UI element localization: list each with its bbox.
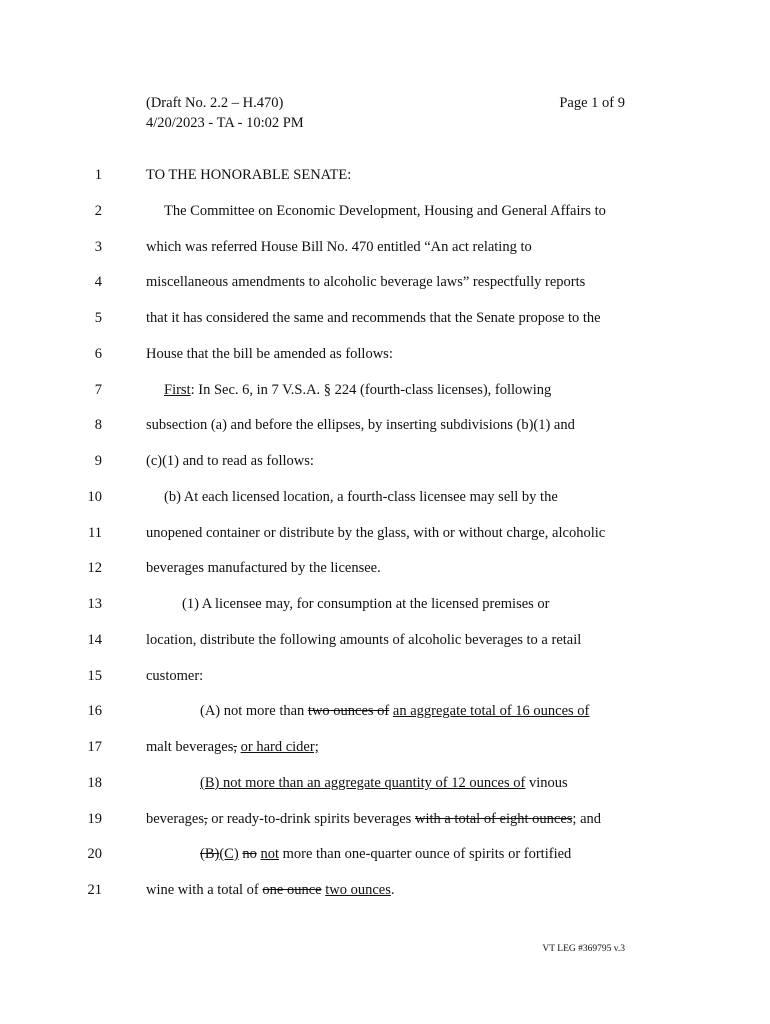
text-segment: subsection (a) and before the ellipses, by inserting subdivisions (b)(1) and (146, 417, 575, 433)
line-number: 16 (87, 703, 102, 719)
line-number: 20 (87, 846, 102, 862)
document-line (0, 592, 770, 616)
line-text (200, 771, 568, 795)
text-segment: unopened container or distribute by the glass, with or without charge, alcoholic (146, 525, 606, 541)
deleted-text: , (233, 739, 237, 755)
text-segment: House that the bill be amended as follows: (146, 346, 393, 362)
text-segment: that it has considered the same and recommends that the Senate propose to the (146, 310, 601, 326)
document-line (0, 735, 770, 759)
line-text (146, 878, 394, 902)
text-segment: (A) not more than (200, 703, 308, 719)
line-number: 10 (87, 489, 102, 505)
line-number: 5 (94, 310, 102, 326)
text-segment: vinous (525, 775, 568, 791)
line-text (146, 449, 314, 473)
document-line (0, 556, 770, 580)
document-line (0, 771, 770, 795)
document-line (0, 378, 770, 402)
line-text (146, 270, 585, 294)
line-number: 4 (94, 274, 102, 290)
text-segment: location, distribute the following amounts of alcoholic beverages to a retail (146, 632, 582, 648)
line-text (200, 699, 589, 723)
text-segment: or ready-to-drink spirits beverages (207, 811, 415, 827)
line-text (146, 664, 203, 688)
text-segment: malt beverages (146, 739, 234, 755)
line-text (146, 235, 532, 259)
text-segment: customer: (146, 668, 204, 684)
document-line (0, 628, 770, 652)
line-number: 19 (87, 811, 102, 827)
text-segment: The Committee on Economic Development, Housing and General Affairs to (164, 203, 606, 219)
text-segment: miscellaneous amendments to alcoholic beverage laws” respectfully reports (146, 274, 586, 290)
inserted-text: not (260, 846, 279, 862)
line-text (146, 556, 381, 580)
text-segment: ; and (572, 811, 602, 827)
line-text (146, 521, 605, 545)
document-line (0, 199, 770, 223)
text-segment: (c)(1) and to read as follows: (146, 453, 314, 469)
document-line (0, 306, 770, 330)
line-text (164, 199, 606, 223)
line-number: 9 (94, 453, 102, 469)
document-line (0, 842, 770, 866)
deleted-text: (B) (200, 846, 220, 862)
line-text (146, 413, 575, 437)
line-text (164, 485, 558, 509)
inserted-text: two ounces (325, 882, 391, 898)
line-number: 2 (94, 203, 102, 219)
line-text (146, 163, 351, 187)
line-number: 15 (87, 668, 102, 684)
line-number: 8 (94, 417, 102, 433)
text-segment: TO THE HONORABLE SENATE: (146, 167, 352, 183)
document-footer-id: VT LEG #369795 v.3 (542, 944, 625, 954)
deleted-text: one ounce (262, 882, 322, 898)
document-line (0, 878, 770, 902)
draft-date-label: 4/20/2023 - TA - 10:02 PM (146, 115, 304, 131)
document-line (0, 449, 770, 473)
line-text (164, 378, 551, 402)
line-number: 13 (87, 596, 102, 612)
document-line (0, 485, 770, 509)
document-line (0, 413, 770, 437)
document-line (0, 699, 770, 723)
document-header (146, 93, 304, 133)
inserted-text: (B) not more than an aggregate quantity of 12 ounces of (200, 775, 526, 791)
line-number: 17 (87, 739, 102, 755)
text-segment: (1) A licensee may, for consumption at the licensed premises or (182, 596, 550, 612)
text-segment: beverages (146, 811, 204, 827)
inserted-text: an aggregate total of 16 ounces of (392, 703, 590, 719)
document-line (0, 664, 770, 688)
line-text (146, 628, 581, 652)
document-line (0, 270, 770, 294)
document-line (0, 521, 770, 545)
line-text (146, 735, 319, 759)
deleted-text: with a total of eight ounces (414, 811, 573, 827)
line-number: 11 (88, 525, 102, 541)
line-number: 14 (87, 632, 102, 648)
line-number: 18 (87, 775, 102, 791)
text-segment: more than one-quarter ounce of spirits or fortified (278, 846, 572, 862)
text-segment: which was referred House Bill No. 470 entitled “An act relating to (146, 239, 532, 255)
deleted-text: no (242, 846, 257, 862)
line-number: 3 (94, 239, 102, 255)
document-line (0, 342, 770, 366)
text-segment: : In Sec. 6, in 7 V.S.A. § 224 (fourth-class licenses), following (190, 382, 552, 398)
line-text (182, 592, 550, 616)
line-number: 1 (94, 167, 102, 183)
inserted-text: First (164, 382, 191, 398)
line-number: 7 (94, 382, 102, 398)
line-number: 21 (87, 882, 102, 898)
line-text (146, 342, 393, 366)
inserted-text: (C) (219, 846, 239, 862)
text-segment: (b) At each licensed location, a fourth-class licensee may sell by the (164, 489, 558, 505)
text-segment: . (390, 882, 395, 898)
document-line (0, 163, 770, 187)
inserted-text: or hard cider; (240, 739, 319, 755)
deleted-text: two ounces of (307, 703, 390, 719)
text-segment: wine with a total of (146, 882, 263, 898)
line-text (146, 807, 601, 831)
line-text (200, 842, 571, 866)
page-number-label: Page 1 of 9 (559, 95, 625, 111)
draft-number-label: (Draft No. 2.2 – H.470) (146, 95, 284, 111)
document-line (0, 235, 770, 259)
deleted-text: , (203, 811, 208, 827)
line-number: 6 (94, 346, 102, 362)
document-line (0, 807, 770, 831)
line-text (146, 306, 601, 330)
line-number: 12 (87, 560, 102, 576)
text-segment: beverages manufactured by the licensee. (146, 560, 381, 576)
